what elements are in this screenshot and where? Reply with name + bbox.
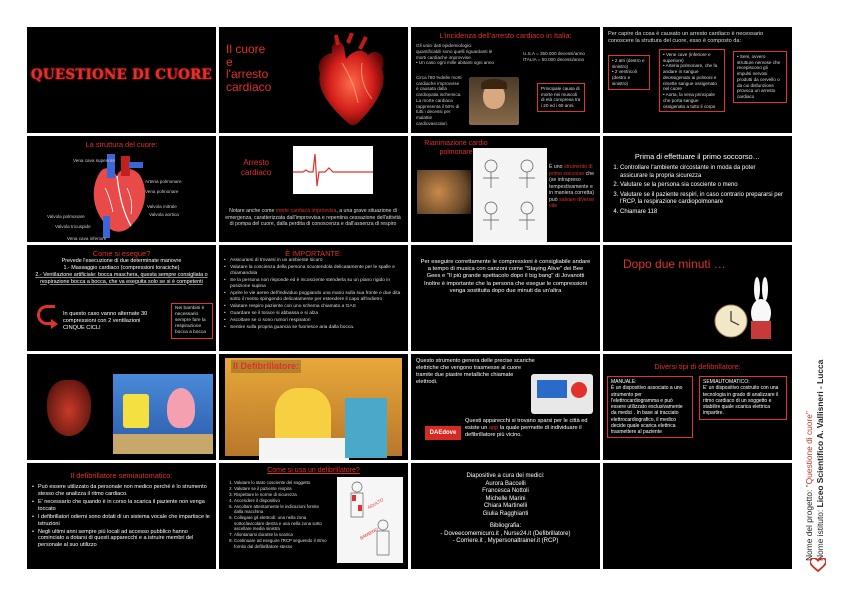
step-item: 1. Valutare lo stato cosciente del soggetto bbox=[234, 480, 328, 486]
main-title: QUESTIONE DI CUORE bbox=[30, 67, 213, 83]
label-adult: ADULTO bbox=[366, 497, 385, 511]
heart-title: Il cuore e l'arresto cardiaco bbox=[226, 42, 272, 94]
step-item: 8. Continuare ad eseguire l'RCP seguendo il ritmo fornito dal defibrillatore stesso bbox=[234, 538, 328, 549]
defib-device-image bbox=[531, 374, 593, 414]
slide-defib-types bbox=[603, 354, 792, 460]
heart-diagram-image bbox=[79, 154, 159, 238]
step-item: 7. Allontanarsi durante la scarica bbox=[234, 532, 328, 538]
label-mitral: Valvola mitrale bbox=[147, 204, 177, 209]
label-sup-vena: Vena cava superiore bbox=[73, 158, 115, 163]
incidence-body: Circa l'80 %delle morti cardiache improvvise è causata dalla cardiopatia ischemica. La morte cardiaca rappresenta il 50% di tutti i decessi per malattie cardiovascolari. bbox=[416, 75, 462, 126]
step-item: 2. Valutare se il paziente respira bbox=[234, 486, 328, 492]
incidence-stats: U.S.A = 350.000 decessi/anno ITALIA = 50.000 decessi/anno bbox=[523, 51, 585, 62]
defib-title: Il Defibrillatore: bbox=[231, 360, 301, 373]
incidence-title: L'incidenza dell'arresto cardiaco in Italia: bbox=[439, 31, 572, 40]
label-pulm-vein: Vena polmonare bbox=[145, 189, 179, 194]
important-list bbox=[224, 258, 403, 331]
label-tricuspid: Valvola tricuspide bbox=[55, 224, 91, 229]
ecg-image bbox=[293, 146, 373, 194]
parts-box-chambers: • 2 atri (destro e sinistro) • 2 ventricoli (destro e sinistro) bbox=[608, 55, 650, 90]
parts-intro: Per capire da cosa è causato un arresto cardiaco è necessario conoscere la struttura del cuore, esso è composto da: bbox=[608, 31, 764, 44]
step-item: 3. Valutare se il paziente respiri, in caso contrario prepararsi per l'RCP, la respirazione cardiopolmonare bbox=[620, 192, 783, 207]
step-item: 5. Ascoltare attentamente le indicazioni fornite dalla macchina bbox=[234, 504, 328, 515]
semiauto-box: SEMIAUTOMATICO: E' un dispositivo costruito con una tecnologia in grado di analizzare il ritmo cardiaco di un soggetto e stabilire quale scarica elettrica impartire. bbox=[699, 376, 787, 420]
important-title: È IMPORTANTE: bbox=[285, 249, 342, 258]
slide-two-minutes bbox=[603, 245, 792, 351]
cpr-body: È uno strumento di primo soccorso che (se intrapreso tempestivamente e in maniera corretta) può salvare diverse vite bbox=[549, 164, 594, 209]
slide-arrest bbox=[219, 136, 408, 242]
slide-how bbox=[27, 245, 216, 351]
arrest-title: Arresto cardiaco bbox=[241, 158, 272, 178]
step-item: 3. Rispettare le norme di sicurezza bbox=[234, 492, 328, 498]
list-item: • Può essere utilizzato da personale non medico perché è lo strumento stesso che analizza il ritmo cardiaco. bbox=[32, 484, 211, 498]
slide-grid bbox=[27, 27, 792, 569]
slide-important bbox=[219, 245, 408, 351]
semiauto-list bbox=[32, 484, 211, 549]
list-item: • Guardare se il torace si abbassa e si alza bbox=[224, 311, 403, 317]
step-item: 4. Accendere il dispositivo bbox=[234, 498, 328, 504]
label-pulm-valve: Valvola polmonare bbox=[47, 214, 85, 219]
slide-defibrillator bbox=[219, 354, 408, 460]
slide-defib-info bbox=[411, 354, 600, 460]
real-heart-image bbox=[47, 380, 91, 436]
slide-empty bbox=[603, 463, 792, 569]
list-item: • I defibrillatori odierni sono dotati di un sistema vocale che impartisce le istruzioni bbox=[32, 514, 211, 528]
how-l2: 1.- Massaggio cardiaco (compressioni toraciche) bbox=[63, 265, 180, 271]
slide-structure bbox=[27, 136, 216, 242]
side-caption: Nome del progetto: "Questione di cuore" Nome istituto: Liceo Scientifico A. Vallisneri - Lucca bbox=[798, 300, 838, 570]
arrow-head-icon bbox=[51, 319, 58, 329]
how-cycle: In questo caso vanno alternate 30 compressioni con 2 ventilazioni CINQUE CICLI bbox=[63, 311, 148, 331]
list-item: • Se la persona non risponde ed è incosciente stenderla su un piano rigido in posizione supina bbox=[224, 278, 403, 290]
cpr-title: Rianimazione cardio polmonare bbox=[424, 140, 488, 156]
label-inf-vena: Vena cava inferiore bbox=[67, 236, 107, 241]
slide-title bbox=[27, 27, 216, 133]
arrest-body: Notare anche come morte cardiaca improvvisa, a una grave situazione di emergenza, caratterizzata dall'improvvisa e repentina cessazione dell'attività di pompa del cuore, dalla perdita di conoscenza e dall'assenza di respiro bbox=[225, 208, 401, 227]
list-item: • Valutare respiro paziente con uno schema chiamato a GAS bbox=[224, 304, 403, 310]
types-title: Diversi tipi di defibrillatore: bbox=[654, 362, 741, 371]
slide-cpr bbox=[411, 136, 600, 242]
step-item: 2. Valutare se la persona sia cosciente o meno bbox=[620, 182, 783, 190]
structure-title: La struttura del cuore: bbox=[85, 140, 158, 149]
list-item: • Ascoltare se ci sono rumori respiratori bbox=[224, 318, 403, 324]
list-item: • E' necessario che quando è in corso la scarica il paziente non venga toccato bbox=[32, 499, 211, 513]
list-item: • Assicurarsi di trovarsi in un ambiente sicuro bbox=[224, 258, 403, 264]
slide-semiauto bbox=[27, 463, 216, 569]
cartoon-image bbox=[113, 374, 213, 454]
slide-heart-parts bbox=[603, 27, 792, 133]
incidence-box: Principale causa di morte nei muscoli di età compresa tra i 20 ed i 60 anni. bbox=[537, 83, 585, 112]
credits: Diapositive a cura dei medici: Aurora Baccelli Francesca Nottoli Michelle Marini Chiara Martinelli Giulia Ragghianti Bibliografia: - Doveecomemicuro.it , Nurse24.it (Defibrillatore) - Corriere.it , Mypersonaltrainer.it (RCP) bbox=[440, 473, 571, 544]
how-defib-title: Come si usa un defibrillatore? bbox=[267, 467, 360, 474]
step-item: 4. Chiamare 118 bbox=[620, 209, 783, 217]
incidence-intro: Gli unici dati epidemiologici quantificabili sono quelli riguardanti le morti cardiache improvvise. bbox=[416, 43, 493, 60]
incidence-intro2: • Un caso ogni mille abitanti ogni anno bbox=[416, 60, 494, 66]
list-item: • Valutare la coscienza della persona scuotendola delicatamente per le spalle e chiamandola bbox=[224, 265, 403, 277]
cpr-diagram-image bbox=[473, 148, 547, 242]
label-pulm-artery: Arteria polmonare bbox=[145, 179, 182, 184]
slide-images bbox=[27, 354, 216, 460]
daedove-logo: DAEdove bbox=[425, 426, 461, 440]
step-item: 6. Collegare gli elettrodi: una nella zona sottoclavicolare destra e una nella zona sotto ascellare media sinistra bbox=[234, 515, 328, 532]
list-item: • Negli ultimi anni sempre più locali ad accesso pubblico hanno cominciato a dotarsi di questi apparecchi e a istruire membri del personale al suo utilizzo bbox=[32, 529, 211, 550]
defib-body: Questo strumento genera delle precise scariche elettriche che vengono trasmesse al cuore tramite due piastre metalliche chiamate elettrodi. bbox=[416, 358, 535, 385]
slide-before-aid bbox=[603, 136, 792, 242]
person-photo bbox=[469, 77, 519, 125]
anatomical-heart-image bbox=[302, 33, 402, 133]
heart-logo-icon bbox=[810, 558, 826, 572]
list-item: • Aprire le vie aeree dell'individuo poggiando una mano sulla sua fronte e due dita sotto il mento spingendo delicatamente per estendere il capo all'indietro bbox=[224, 291, 403, 303]
parts-box-vessels: • Vene cave (inferiore e superiore) • Arteria polmonare, che fa andare in sangue deossigenato ai polmoni e rimette sangue ossigenato nel cuore • Aorta, la vena principale che porta sangue ossigenato a tutto il corpo bbox=[659, 49, 725, 112]
label-aortic: Valvola aortica bbox=[149, 212, 179, 217]
cats-photo bbox=[417, 170, 471, 214]
slide-heart bbox=[219, 27, 408, 133]
parts-box-nodes: • Seni, ovvero strutture nervose che recepiscono gli impulsi nervosi prodotti da cervello o da cui disfunzione provoca un arresto cardiaco bbox=[733, 51, 787, 103]
label-child: BAMBINO bbox=[358, 526, 380, 541]
step-item: 1. Controllare l'ambiente circostante in moda da poter assicurare la propria sicurezza bbox=[620, 165, 783, 180]
slide-incidence bbox=[411, 27, 600, 133]
how-title: Come si esegue? bbox=[92, 249, 151, 258]
slide-music bbox=[411, 245, 600, 351]
defib-app-text: Questi apparecchi si trovano sparsi per le città ed esiste un app la quale permette di individuare il defibrillatore più vicino. bbox=[465, 418, 588, 438]
manual-box: MANUALE: È un dispositivo associato a uno strumento per l'elettrocardiogramma e può essere utilizzato esclusivamente da medici . In base al tracciato elettrocardiografico, il medico decide quale scarica elettrica trasmettere al paziente bbox=[607, 376, 693, 438]
how-l3: 2.- Ventilazione artificiale: bocca maschera, questa sempre consigliata o respirazione bocca a bocca, che va eseguita solo se si è competenti bbox=[35, 271, 208, 285]
music-body: Per eseguire correttamente le compressioni è consigliabile andare a tempo di musica con canzoni come "Staying Alive" dei Bee Gees e "Il più grande spettacolo dopo il big bang" di Jovanotti Inoltre è importante che la persona che esegue le compressioni venga sostituita dopo due minuti da un'altra bbox=[420, 259, 591, 294]
how-defib-steps bbox=[224, 480, 328, 550]
how-l1: Prevede l'esecuzione di due determinate manovre bbox=[61, 258, 182, 265]
before-aid-title: Prima di effettuare il primo soccorso… bbox=[634, 152, 761, 161]
slide-how-defib bbox=[219, 463, 408, 569]
two-minutes-title: Dopo due minuti … bbox=[623, 257, 726, 271]
semiauto-title: Il defibrillatore semiautomatico: bbox=[70, 471, 173, 480]
slide-credits bbox=[411, 463, 600, 569]
how-box: Nei bambini è necessario sempre fare la respirazione bocca a bocca bbox=[171, 303, 213, 339]
pad-placement-image bbox=[337, 477, 403, 563]
white-rabbit-image bbox=[711, 275, 781, 347]
list-item: • Sentire sulla propria guancia se fuoriesce aria dalla bocca. bbox=[224, 325, 403, 331]
before-aid-steps bbox=[608, 165, 783, 216]
